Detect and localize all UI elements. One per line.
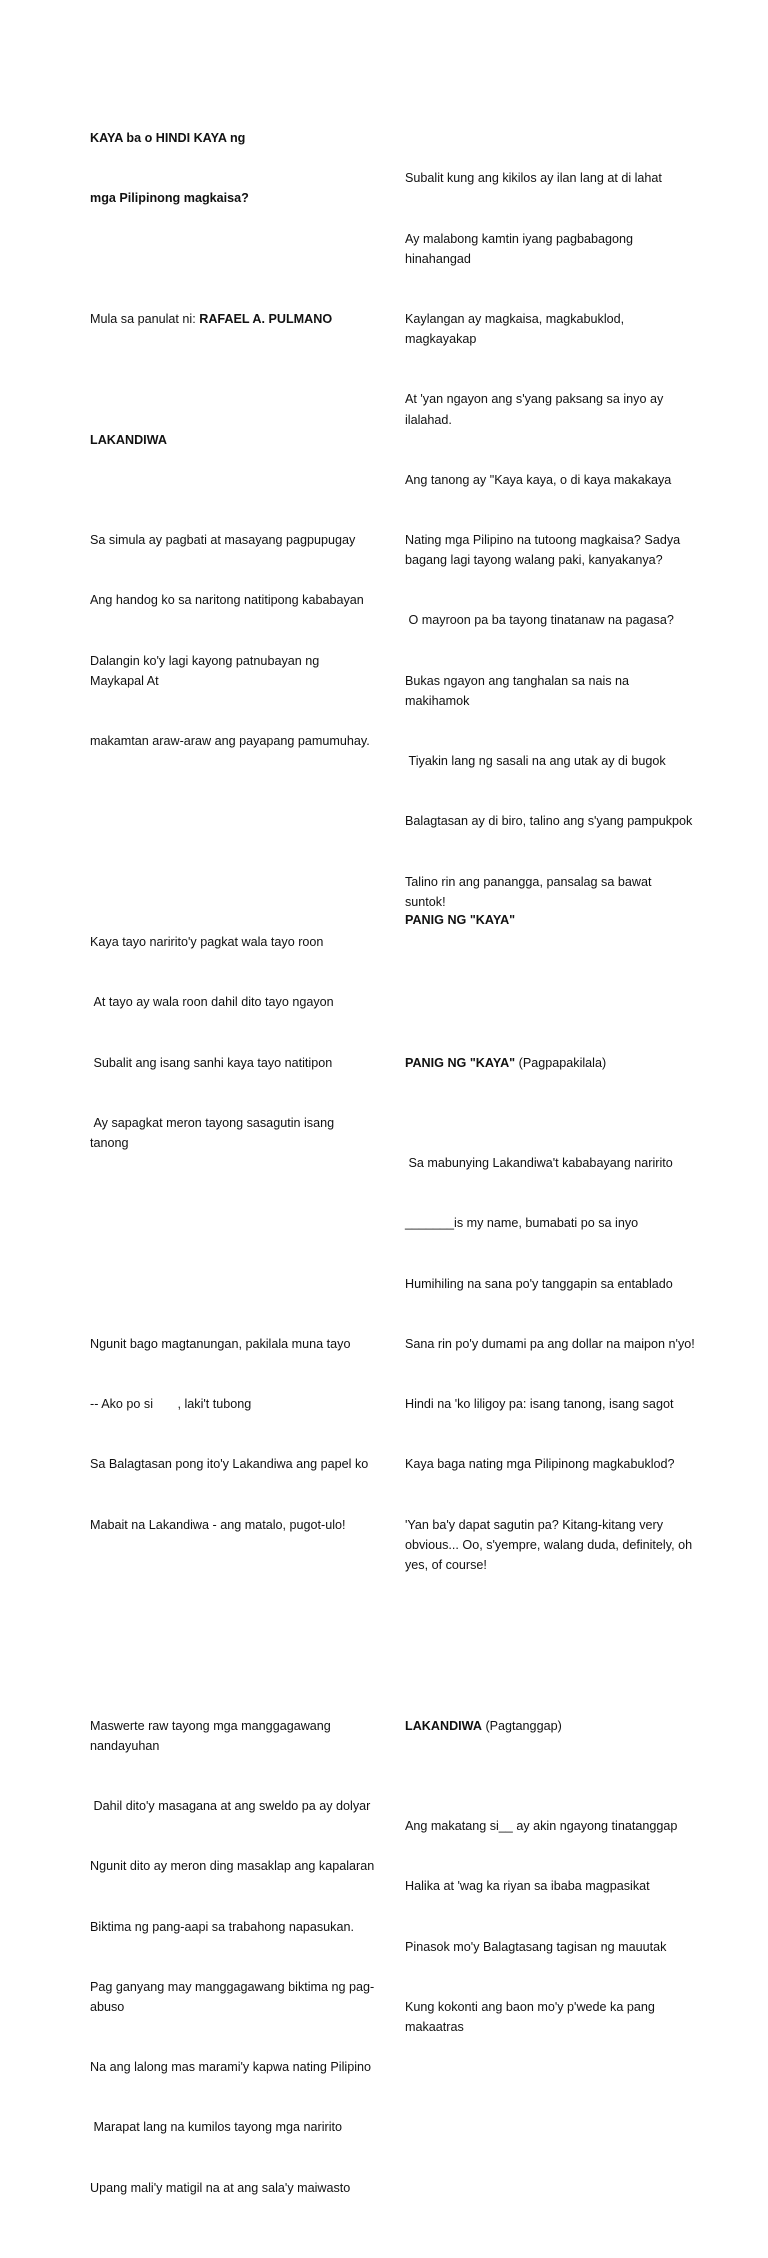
verse-line: Maswerte raw tayong mga manggagawang nandayuhan [90,1718,335,1753]
author-name: RAFAEL A. PULMANO [199,312,333,327]
section-heading-panig-kaya-bottom: PANIG NG "KAYA" [405,913,516,927]
verse-line: Ngunit dito ay meron ding masaklap ang kapalaran [90,1859,375,1874]
section-heading-lakandiwa: LAKANDIWA [90,432,167,447]
verse-line: Kaylangan ay magkaisa, magkabuklod, magkayakap [405,312,628,347]
left-column [90,88,375,2258]
lakandiwa-subheading: (Pagtanggap) [481,1718,562,1733]
verse-line: Sa mabunying Lakandiwa't kababayang naririto [405,1155,673,1170]
right-column [405,88,695,2097]
verse-line: Kaya tayo naririto'y pagkat wala tayo roon [90,934,324,949]
stanza-2 [90,892,375,1193]
spacer [90,249,375,269]
verse-line: Subalit kung ang kikilos ay ilan lang at di lahat [405,171,662,186]
verse-line: Balagtasan ay di biro, talino ang s'yang pampukpok [405,814,693,829]
verse-line: makamtan araw-araw ang payapang pamumuhay. [90,734,370,748]
verse-line: At tayo ay wala roon dahil dito tayo ngayon [90,995,334,1010]
panig-heading-text: PANIG NG "KAYA" [405,1055,516,1070]
verse-line: Humihiling na sana po'y tanggapin sa entablado [405,1276,673,1291]
verse-line: At 'yan ngayon ang s'yang paksang sa inyo ay ilalahad. [405,392,667,427]
verse-line: Mabait na Lakandiwa - ang matalo, pugot-ulo! [90,1517,346,1532]
stanza-7 [405,1776,695,2077]
stanza-5 [405,128,695,952]
verse-line: Upang mali'y matigil na at ang sala'y maiwasto [90,2180,351,2195]
verse-line: 'Yan ba'y dapat sagutin pa? Kitang-kitang very obvious... Oo, s'yempre, walang duda, definitely, oh yes, of course! [405,1517,696,1572]
stanza-1 [90,490,375,791]
lakandiwa-heading-text: LAKANDIWA [405,1718,482,1733]
verse-line: Ay sapagkat meron tayong sasagutin isang tanong [90,1115,338,1150]
verse-line: Biktima ng pang-aapi sa trabahong napasukan. [90,1919,354,1934]
verse-line: Sa simula ay pagbati at masayang pagpupugay [90,533,356,548]
verse-line: Kung kokonti ang baon mo'y p'wede ka pang makaatras [405,1999,659,2034]
spacer [90,1233,375,1253]
verse-line: _______is my name, bumabati po sa inyo [405,1216,639,1231]
verse-line: Kaya baga nating mga Pilipinong magkabuklod? [405,1457,675,1472]
verse-line: Tiyakin lang ng sasali na ang utak ay di bugok [405,754,666,769]
spacer [90,831,375,851]
section-heading-lakandiwa-2 [405,1716,695,1736]
verse-line: Sa Balagtasan pong ito'y Lakandiwa ang papel ko [90,1457,369,1472]
verse-line: Talino rin ang panangga, pansalag sa bawat suntok! [405,874,655,909]
verse-line: Ngunit bago magtanungan, pakilala muna tayo [90,1336,351,1351]
document-title-line-2: mga Pilipinong magkaisa? [90,191,249,206]
verse-line: Ang makatang si__ ay akin ngayong tinatanggap [405,1819,678,1834]
spacer [90,1615,375,1635]
verse-line: Na ang lalong mas marami'y kapwa nating Pilipino [90,2060,372,2075]
verse-line: -- Ako po si , laki't tubong [90,1397,252,1412]
verse-line: Subalit ang isang sanhi kaya tayo natitipon [90,1055,333,1070]
verse-line: Marapat lang na kumilos tayong mga naririto [90,2120,343,2135]
verse-line: Pinasok mo'y Balagtasang tagisan ng mauutak [405,1939,667,1954]
verse-line: Bukas ngayon ang tanghalan sa nais na makihamok [405,673,633,708]
byline-label: Mula sa panulat ni: [90,312,200,327]
verse-line: Nating mga Pilipino na tutoong magkaisa? Sadya bagang lagi tayong walang paki, kanyakanya? [405,533,684,568]
spacer [405,992,695,1012]
verse-line: Sana rin po'y dumami pa ang dollar na maipon n'yo! [405,1336,695,1351]
stanza-3 [90,1294,375,1575]
verse-line: Ay malabong kamtin iyang pagbabagong hinahangad [405,231,637,266]
verse-line: Hindi na 'ko liligoy pa: isang tanong, isang sagot [405,1397,674,1412]
stanza-6 [405,1113,695,1615]
verse-line: Dahil dito'y masagana at ang sweldo pa ay dolyar [90,1798,371,1813]
verse-line: Ang handog ko sa naritong natitipong kababayan [90,593,364,608]
byline [90,309,375,329]
document-title-line-1: KAYA ba o HINDI KAYA ng [90,131,246,146]
spacer [90,369,375,389]
verse-line: Dalangin ko'y lagi kayong patnubayan ng Maykapal At [90,653,323,688]
panig-subheading: (Pagpapakilala) [515,1055,607,1070]
verse-line: O mayroon pa ba tayong tinatanaw na pagasa? [405,613,674,628]
spacer [405,1655,695,1675]
stanza-4 [90,1675,375,2238]
verse-line: Ang tanong ay "Kaya kaya, o di kaya makakaya [405,472,672,487]
verse-line: Pag ganyang may manggagawang biktima ng pag-abuso [90,1979,375,2014]
section-heading-panig-kaya [405,1053,695,1073]
verse-line: Halika at 'wag ka riyan sa ibaba magpasikat [405,1879,650,1894]
